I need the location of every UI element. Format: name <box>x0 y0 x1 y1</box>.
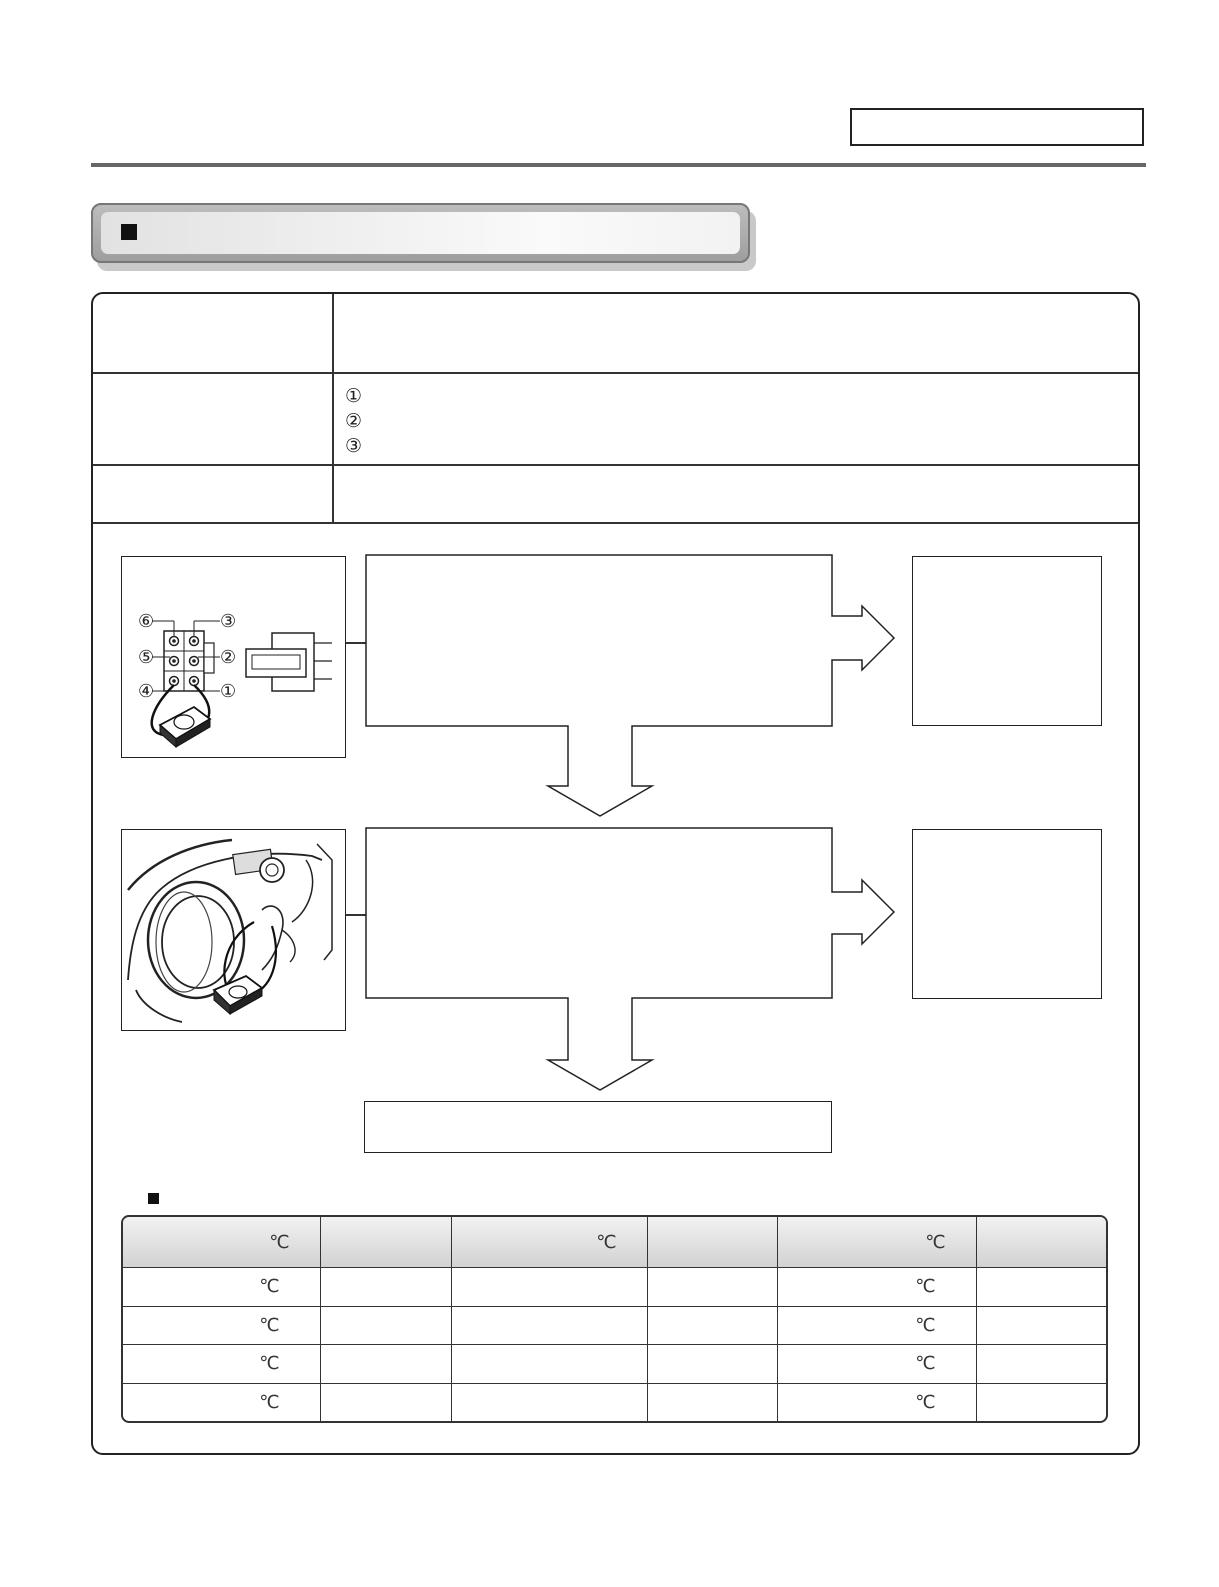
flow-box-2-arrow <box>366 828 894 1090</box>
section-title-inner <box>101 212 740 254</box>
table-cell <box>976 1383 1106 1421</box>
table-cell: ℃ <box>123 1345 320 1384</box>
pin-label-2: ② <box>220 647 237 667</box>
table-cell: ℃ <box>777 1345 976 1384</box>
step-marker-2: ② <box>345 410 363 432</box>
table-row <box>123 1345 1106 1384</box>
header-divider <box>91 163 1146 167</box>
header-value-1 <box>320 1217 451 1268</box>
table-header-row <box>123 1217 1106 1268</box>
header-label-box <box>850 108 1144 146</box>
table-cell <box>451 1306 647 1345</box>
table-cell: ℃ <box>777 1268 976 1307</box>
pin-label-5: ⑤ <box>138 647 155 667</box>
pin-label-3: ③ <box>220 611 237 631</box>
section-title-bar <box>91 203 750 263</box>
step-marker-1: ① <box>345 385 363 407</box>
table-cell <box>451 1383 647 1421</box>
header-temp-1: ℃ <box>123 1217 320 1268</box>
header-value-3 <box>976 1217 1106 1268</box>
table-cell <box>647 1306 777 1345</box>
pin-label-4: ④ <box>138 681 155 701</box>
table-cell <box>976 1306 1106 1345</box>
table-cell <box>647 1268 777 1307</box>
header-value-2 <box>647 1217 777 1268</box>
pin-label-6: ⑥ <box>138 611 155 631</box>
table-row <box>123 1268 1106 1307</box>
table-cell: ℃ <box>777 1383 976 1421</box>
result-box-2 <box>912 829 1102 999</box>
flowchart-arrows <box>360 554 910 1154</box>
table-row <box>123 1383 1106 1421</box>
result-box-1 <box>912 556 1102 726</box>
table-cell <box>320 1268 451 1307</box>
info-table-column-divider <box>332 294 334 524</box>
step-marker-3: ③ <box>345 435 363 457</box>
table-cell <box>647 1345 777 1384</box>
table-cell: ℃ <box>123 1383 320 1421</box>
flow-box-1-arrow <box>366 555 894 816</box>
machine-tester-photo <box>121 829 346 1031</box>
table-cell: ℃ <box>123 1306 320 1345</box>
table-cell: ℃ <box>777 1306 976 1345</box>
final-result-box <box>364 1101 832 1153</box>
info-table-row-divider-1 <box>93 372 1138 374</box>
table-cell <box>320 1383 451 1421</box>
table-cell <box>647 1383 777 1421</box>
table-cell <box>976 1345 1106 1384</box>
connector-diagram-photo <box>121 556 346 758</box>
info-table-row-divider-3 <box>93 522 1138 524</box>
table-legend-square-icon <box>148 1193 159 1204</box>
step-markers <box>345 384 362 459</box>
header-temp-2: ℃ <box>451 1217 647 1268</box>
header-temp-3: ℃ <box>777 1217 976 1268</box>
pin-label-1: ① <box>220 681 237 701</box>
table-cell <box>451 1345 647 1384</box>
table-row <box>123 1306 1106 1345</box>
table-cell <box>976 1268 1106 1307</box>
table-cell: ℃ <box>123 1268 320 1307</box>
temperature-resistance-table <box>121 1215 1108 1423</box>
info-table-row-divider-2 <box>93 464 1138 466</box>
section-square-icon <box>121 224 137 240</box>
table-cell <box>451 1268 647 1307</box>
tester-icon <box>122 830 344 1029</box>
table-cell <box>320 1306 451 1345</box>
table-cell <box>320 1345 451 1384</box>
